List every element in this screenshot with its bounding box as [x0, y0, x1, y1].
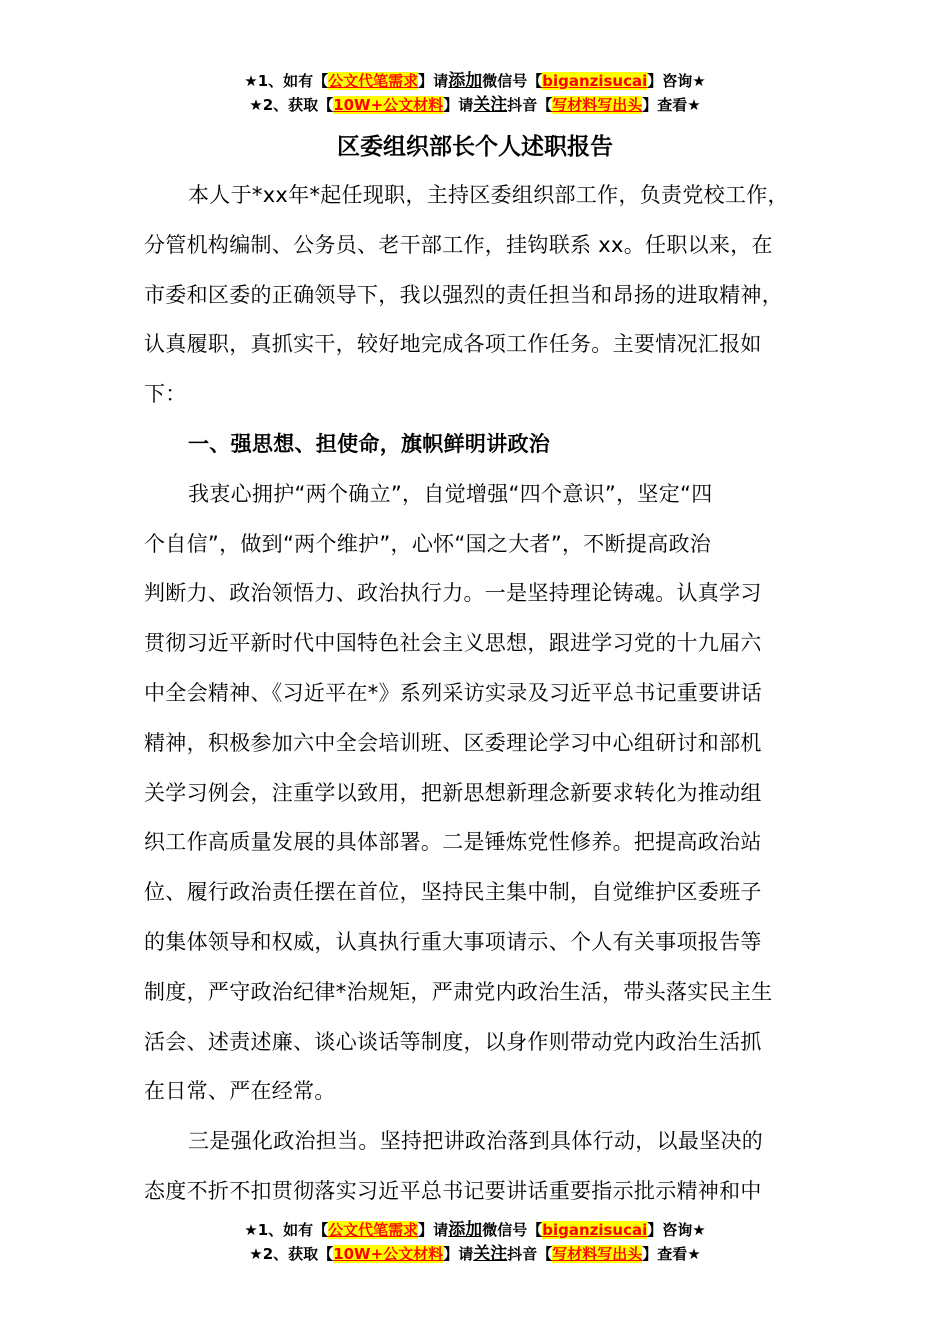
body-text-line: 我衷心拥护“两个确立”，自觉增强“四个意识”，坚定“四: [188, 481, 713, 506]
body-text-line: 中全会精神、《习近平在*》系列采访实录及习近平总书记重要讲话: [144, 681, 762, 705]
body-text-line: 个自信”，做到“两个维护”，心怀“国之大者”，不断提高政治: [144, 531, 712, 556]
promo-highlight: 公文代笔需求: [328, 72, 419, 90]
body-text-line: 三是强化政治担当。坚持把讲政治落到具体行动，以最坚决的: [188, 1129, 764, 1154]
promo-line-1: [0, 69, 950, 93]
promo-underline: 添加: [448, 1220, 483, 1240]
promo-text: ★2、获取【: [249, 1245, 334, 1263]
body-text-line: 的集体领导和权威，认真执行重大事项请示、个人有关事项报告等: [144, 930, 762, 954]
document-title: 区委组织部长个人述职报告: [337, 134, 613, 160]
promo-text: ★1、如有【: [244, 72, 329, 90]
promo-text: ★1、如有【: [244, 1221, 329, 1239]
body-text-line: 活会、述责述廉、谈心谈话等制度，以身作则带动党内政治生活抓: [144, 1029, 762, 1054]
promo-text: 】咨询★: [647, 72, 706, 90]
body-text-line: 精神，积极参加六中全会培训班、区委理论学习中心组研讨和部机: [144, 730, 762, 755]
promo-highlight: 10W+公文材料: [333, 96, 444, 114]
promo-underline: 关注: [473, 1244, 508, 1264]
body-text-line: 贯彻习近平新时代中国特色社会主义思想，跟进学习党的十九届六: [144, 631, 762, 656]
body-text-line: 认真履职，真抓实干，较好地完成各项工作任务。主要情况汇报如: [144, 332, 762, 357]
promo-text: 】请: [418, 1221, 449, 1239]
body-text-line: 分管机构编制、公务员、老干部工作，挂钩联系 xx。任职以来，在: [144, 232, 773, 257]
promo-highlight: 10W+公文材料: [333, 1245, 444, 1263]
body-text-line: 市委和区委的正确领导下，我以强烈的责任担当和昂扬的进取精神，: [144, 282, 783, 307]
body-text-line: 在日常、严在经常。: [144, 1079, 336, 1104]
promo-text: 微信号【: [482, 1221, 543, 1239]
promo-text: 】查看★: [642, 96, 701, 114]
promo-text: 】查看★: [642, 1245, 701, 1263]
promo-text: 】咨询★: [647, 1221, 706, 1239]
body-text-line: 态度不折不扣贯彻落实习近平总书记要讲话重要指示批示精神和中: [144, 1179, 762, 1203]
promo-highlight: 写材料写出头: [552, 1245, 643, 1263]
promo-text: 】请: [443, 1245, 474, 1263]
promo-underline: 添加: [448, 71, 483, 91]
body-text-line: 关学习例会，注重学以致用，把新思想新理念新要求转化为推动组: [144, 780, 762, 805]
promo-footer-line-2: [0, 1242, 950, 1266]
promo-highlight: 公文代笔需求: [328, 1221, 419, 1239]
body-text-line: 织工作高质量发展的具体部署。二是锤炼党性修养。把提高政治站: [144, 830, 762, 855]
promo-text: 】请: [443, 96, 474, 114]
body-text-line: 下：: [144, 382, 187, 407]
body-text-line: 位、履行政治责任摆在首位，坚持民主集中制，自觉维护区委班子: [144, 880, 762, 905]
promo-highlight: 写材料写出头: [552, 96, 643, 114]
body-text-line: 本人于*xx年*起任现职，主持区委组织部工作，负责党校工作，: [188, 183, 789, 207]
promo-text: 微信号【: [482, 72, 543, 90]
promo-underline: 关注: [473, 95, 508, 115]
promo-text: 】请: [418, 72, 449, 90]
promo-highlight: biganzisucai: [542, 1221, 648, 1239]
promo-text: ★2、获取【: [249, 96, 334, 114]
promo-highlight: biganzisucai: [542, 72, 648, 90]
promo-line-2: [0, 93, 950, 117]
promo-footer-line-1: [0, 1218, 950, 1242]
body-text-line: 制度，严守政治纪律*治规矩，严肃党内政治生活，带头落实民主生: [144, 979, 773, 1004]
promo-text: 抖音【: [507, 1245, 553, 1263]
section-heading: 一、强思想、担使命，旗帜鲜明讲政治: [188, 432, 551, 456]
body-text-line: 判断力、政治领悟力、政治执行力。一是坚持理论铸魂。认真学习: [144, 581, 762, 606]
promo-text: 抖音【: [507, 96, 553, 114]
